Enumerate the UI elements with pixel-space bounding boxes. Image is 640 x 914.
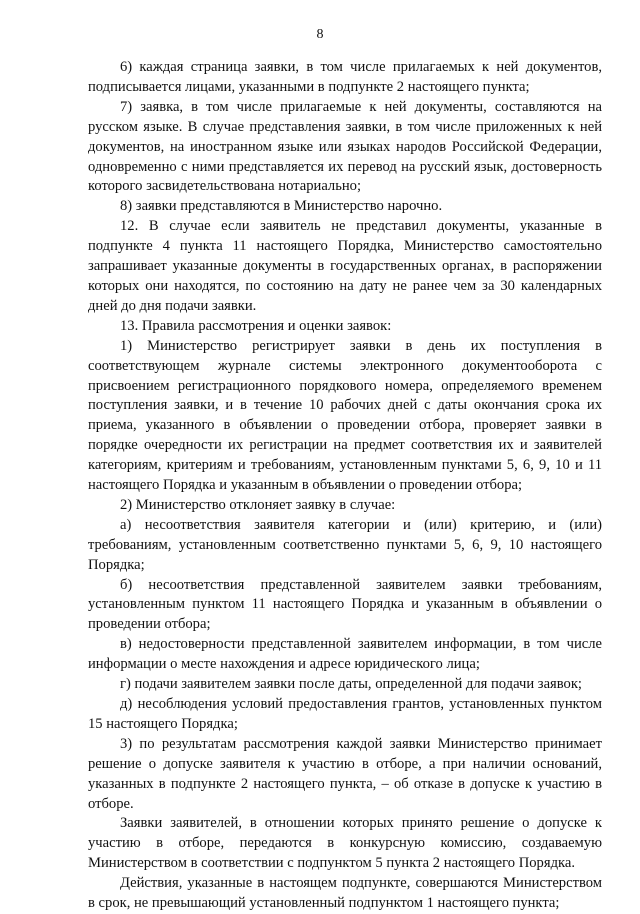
paragraph-actions-deadline: Действия, указанные в настоящем подпункте, совершаются Министерством в срок, не превышающий установленный подпунктом 1 настоящего пункта; — [88, 875, 602, 912]
paragraph-subitem-b: б) несоответствия представленной заявителем заявки требованиям, установленным пунктом 11 настоящего Порядка и указанным в объявлении о проведении отбора; — [88, 576, 602, 633]
paragraph-item-6: 6) каждая страница заявки, в том числе прилагаемых к ней документов, подписывается лицами, указанными в подпункте 2 настоящего пункта; — [88, 59, 602, 95]
paragraph-subitem-v: в) недостоверности представленной заявителем информации, в том числе информации о месте нахождения и адресе юридического лица; — [88, 636, 602, 673]
document-body — [88, 58, 602, 914]
paragraph-subitem-3: 3) по результатам рассмотрения каждой заявки Министерство принимает решение о допуске заявителя к участию в отборе, а при наличии оснований, указанных в подпункте 2 настоящего пункта, – об отказе в допуске к участию в отборе. — [88, 735, 602, 812]
paragraph-subitem-g: г) подачи заявителем заявки после даты, определенной для подачи заявок; — [120, 676, 582, 693]
paragraph-item-7: 7) заявка, в том числе прилагаемые к ней документы, составляются на русском языке. В случае представления заявки, в том числе приложенных к ней документов, на иностранном языке или языках народов Российской Федерации, одновременно с ними представляется их перевод на русский язык, достоверность которого засвидетельствована нотариально; — [88, 98, 602, 195]
paragraph-clause-13: 13. Правила рассмотрения и оценки заявок: — [120, 317, 392, 334]
paragraph-subitem-a: а) несоответствия заявителя категории и (или) критерию, и (или) требованиям, установленным соответственно пунктами 5, 6, 9, 10 настоящего Порядка; — [88, 516, 602, 573]
paragraph-subitem-1: 1) Министерство регистрирует заявки в день их поступления в соответствующем журнале системы электронного документооборота с присвоением регистрационного порядкового номера, определяемого временем поступления заявки, и в течение 10 рабочих дней с даты окончания срока их приема, указанного в объявлении о проведении отбора, проверяет заявки в порядке очередности их регистрации на предмет соответствия их и заявителей категориям, критериям и требованиям, установленным пунктами 5, 6, 9, 10 и 11 настоящего Порядка и указанным в объявлении о проведении отбора; — [88, 337, 602, 494]
paragraph-applications-transfer: Заявки заявителей, в отношении которых принято решение о допуске к участию в отборе, передаются в конкурсную комиссию, создаваемую Министерством в соответствии с подпунктом 5 пункта 2 настоящего Порядка. — [88, 815, 602, 872]
page-number: 8 — [316, 27, 324, 42]
paragraph-subitem-2: 2) Министерство отклоняет заявку в случае: — [120, 496, 396, 513]
paragraph-clause-12: 12. В случае если заявитель не представил документы, указанные в подпункте 4 пункта 11 настоящего Порядка, Министерство самостоятельно запрашивает указанные документы в государственных органах, в распоряжении которых они находятся, по состоянию на дату не ранее чем за 30 календарных дней до дня подачи заявки. — [88, 218, 602, 314]
paragraph-item-8: 8) заявки представляются в Министерство нарочно. — [120, 198, 443, 215]
paragraph-subitem-d: д) несоблюдения условий предоставления грантов, установленных пунктом 15 настоящего Порядка; — [88, 696, 602, 732]
